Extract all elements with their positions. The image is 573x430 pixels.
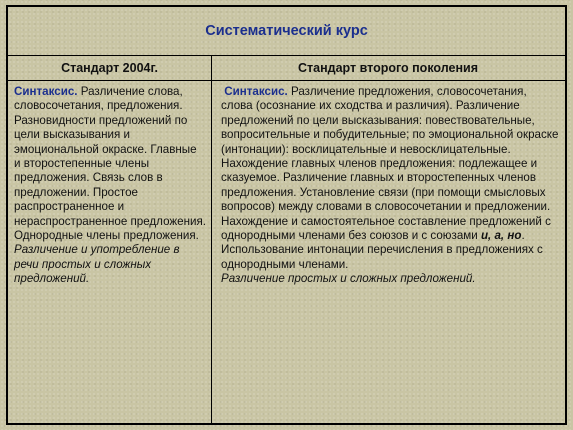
- keyword-syntax: Синтаксис.: [224, 85, 288, 98]
- cell-text-after: . Использование интонации перечисления в предложениях с однородными членами.: [221, 229, 543, 271]
- header-standard-2004: Стандарт 2004г.: [61, 61, 158, 75]
- conjunctions-text: и, а, но: [480, 229, 522, 243]
- keyword-syntax: Синтаксис.: [14, 85, 78, 98]
- cell-text: Различение слова, словосочетания, предложения. Разновидности предложений по цели высказывания и эмоциональной окраске. Главные и второстепенные члены предложения. Связь слов в предложении. Простое распространенное и нераспространенное предложения. Однородные члены предложения.: [14, 85, 206, 243]
- cell-standard-second-generation: [221, 85, 559, 287]
- table-header-row: [8, 56, 565, 81]
- cell-standard-2004: [14, 85, 206, 287]
- cell-text-before: Различение предложения, словосочетания, слова (осознание их сходства и различия). Различение предложений по цели высказывания: повествовательные, вопросительные и побудительные; по эмоциональной окраске (интонации): восклицательные и невосклицательные. Нахождение главных членов предложения: подлежащее и сказуемое. Различение главных и второстепенных членов предложения. Установление связи (при помощи смысловых вопросов) между словами в словосочетании и предложении. Нахождение и самостоятельное составление предложений с однородными членами без союзов и с союзами: [221, 85, 559, 243]
- comparison-table: [6, 5, 567, 425]
- cell-italic-text: Различение простых и сложных предложений.: [221, 272, 476, 286]
- cell-italic-text: Различение и употребление в речи простых и сложных предложений.: [14, 243, 180, 286]
- table-title: Систематический курс: [205, 23, 368, 39]
- table-title-row: [8, 7, 565, 56]
- header-standard-second-generation: Стандарт второго поколения: [298, 61, 478, 75]
- column-divider: [211, 56, 212, 423]
